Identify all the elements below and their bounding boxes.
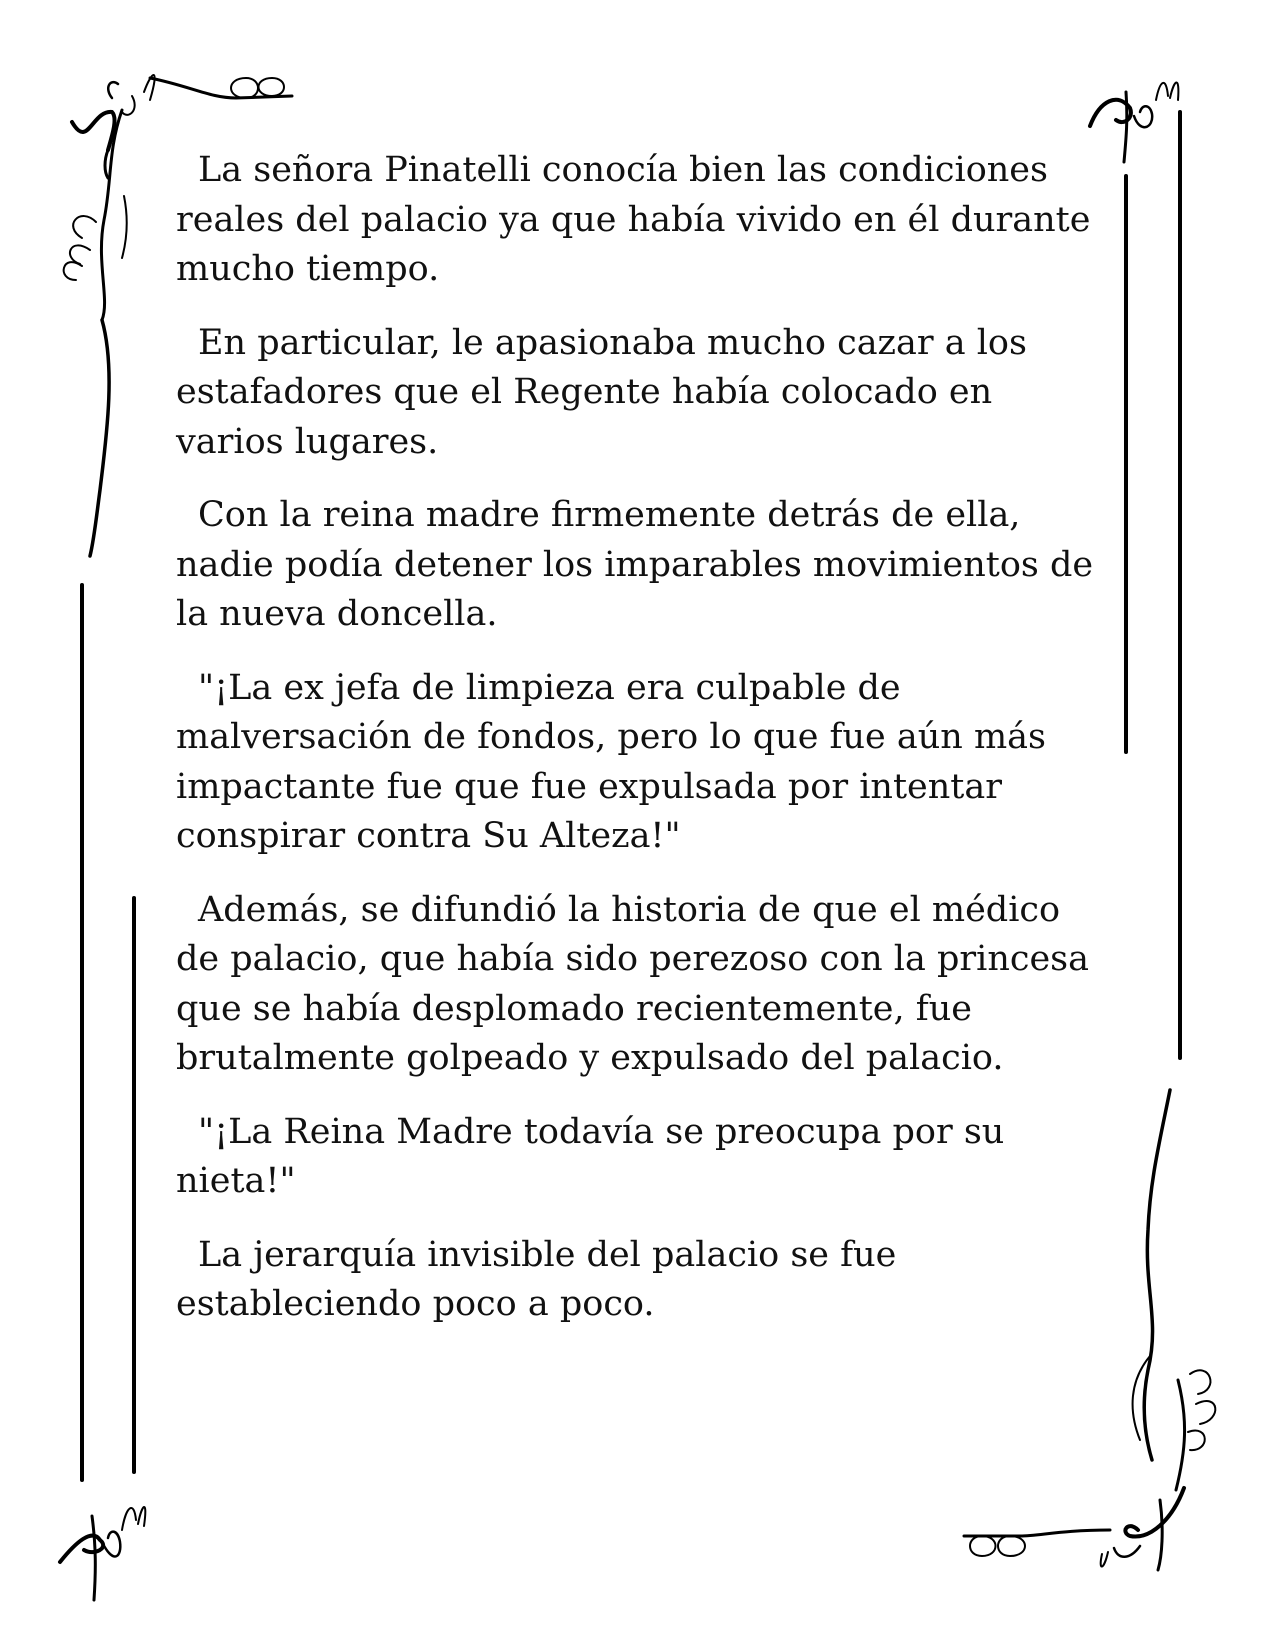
paragraph: "¡La ex jefa de limpieza era culpable de malversación de fondos, pero lo que fue aún más impactante fue que fue expulsada por intentar conspirar contra Su Alteza!"	[176, 667, 1046, 856]
paragraph: Además, se difundió la historia de que el médico de palacio, que había sido perezoso con la princesa que se había desplomado recientemente, fue brutalmente golpeado y expulsado del palacio.	[176, 889, 1090, 1078]
paragraph: La jerarquía invisible del palacio se fue estableciendo poco a poco.	[176, 1234, 897, 1324]
paragraph: La señora Pinatelli conocía bien las condiciones reales del palacio ya que había vivido en él durante mucho tiempo.	[176, 150, 1091, 289]
paragraph: Con la reina madre firmemente detrás de ella, nadie podía detener los imparables movimientos de la nueva doncella.	[176, 495, 1094, 634]
paragraph: En particular, le apasionaba mucho cazar a los estafadores que el Regente había colocado en varios lugares.	[176, 322, 1027, 462]
body-text	[176, 146, 1106, 1354]
bottom-left-flourish	[60, 1507, 145, 1600]
paragraph: "¡La Reina Madre todavía se preocupa por su nieta!"	[176, 1111, 1005, 1201]
